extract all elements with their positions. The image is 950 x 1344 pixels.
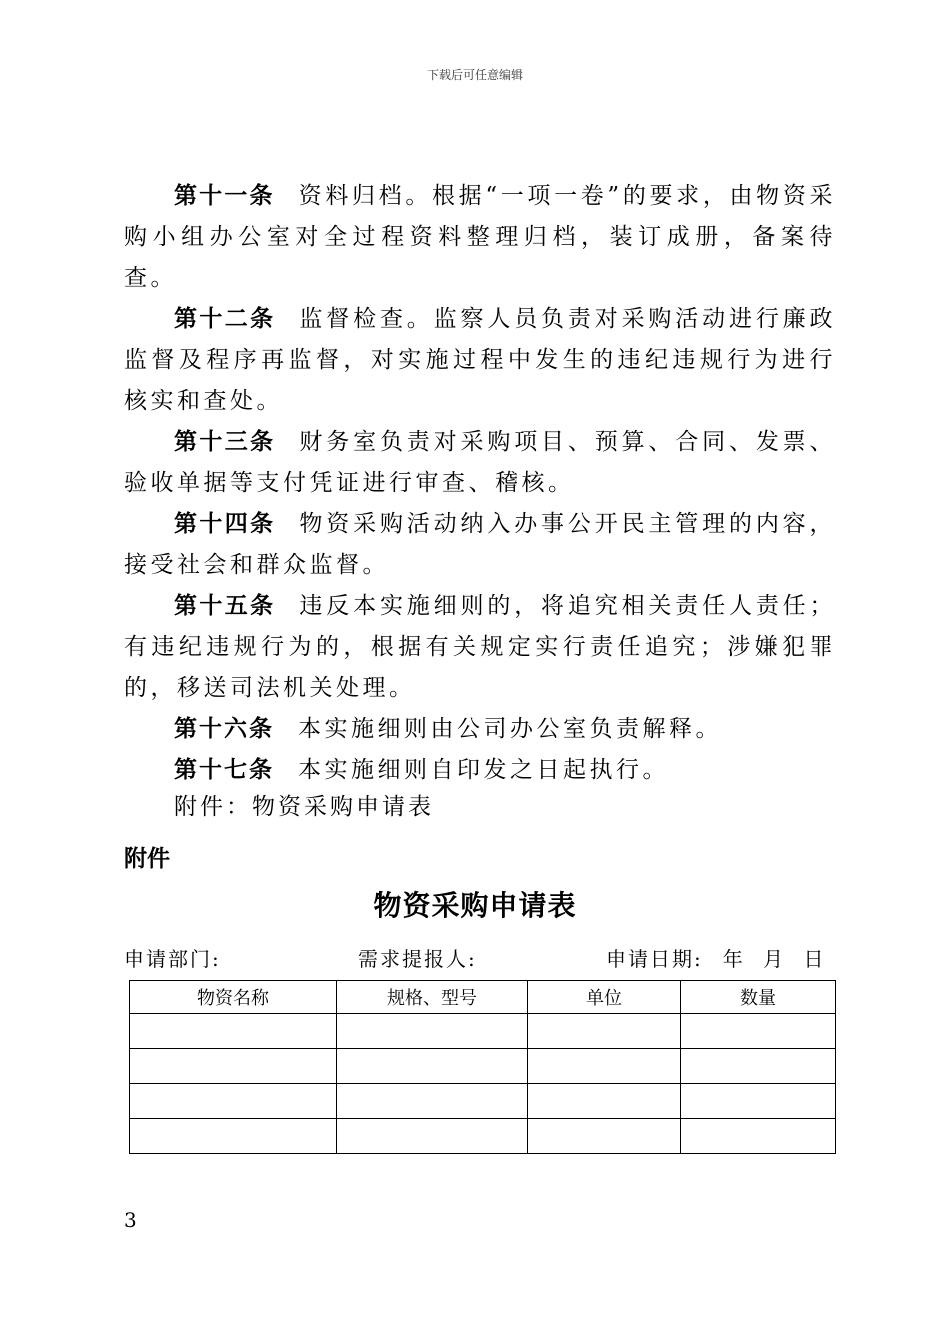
column-header-name: 物资名称 — [130, 981, 337, 1014]
article-number: 第十三条 — [174, 429, 276, 455]
column-header-unit: 单位 — [528, 981, 681, 1014]
department-label: 申请部门: — [124, 947, 221, 971]
article-text: 监督检查。监察人员负责对采购活动进行廉政监督及程序再监督，对实施过程中发生的违纪违规行为进行核实和查处。 — [124, 306, 837, 414]
table-cell[interactable] — [681, 1049, 836, 1084]
article-text: 资料归档。根据“一项一卷”的要求，由物资采购小组办公室对全过程资料整理归档，装订成册，备案待查。 — [124, 183, 836, 291]
attachment-heading: 附件 — [124, 846, 170, 872]
table-cell[interactable] — [528, 1049, 681, 1084]
article-number: 第十六条 — [174, 716, 274, 742]
article-text: 本实施细则由公司办公室负责解释。 — [298, 716, 722, 742]
header-note: 下载后可任意编辑 — [426, 68, 523, 82]
table-header-row — [130, 981, 836, 1014]
table-cell[interactable] — [681, 1014, 836, 1049]
article-15 — [124, 586, 836, 709]
article-number: 第十四条 — [174, 511, 276, 537]
table-row — [130, 1119, 836, 1154]
article-text: 本实施细则自印发之日起执行。 — [298, 757, 669, 783]
article-12 — [124, 299, 836, 422]
article-text: 财务室负责对采购项目、预算、合同、发票、验收单据等支付凭证进行审查、稽核。 — [124, 429, 837, 496]
purchase-request-table — [129, 980, 836, 1154]
article-number: 第十七条 — [174, 757, 274, 783]
table-cell[interactable] — [528, 1084, 681, 1119]
article-text: 违反本实施细则的，将追究相关责任人责任；有违纪违规行为的，根据有关规定实行责任追究；涉嫌犯罪的，移送司法机关处理。 — [124, 593, 837, 701]
table-cell[interactable] — [337, 1014, 528, 1049]
attachment-reference: 附件：物资采购申请表 — [174, 794, 434, 820]
table-cell[interactable] — [681, 1119, 836, 1154]
table-cell[interactable] — [528, 1119, 681, 1154]
date-label: 申请日期: — [606, 947, 703, 971]
article-number: 第十五条 — [174, 593, 276, 619]
date-units: 年 月 日 — [722, 947, 826, 971]
table-cell[interactable] — [337, 1084, 528, 1119]
table-row — [130, 1084, 836, 1119]
table-cell[interactable] — [130, 1119, 337, 1154]
table-row — [130, 1049, 836, 1084]
table-cell[interactable] — [681, 1084, 836, 1119]
article-text: 物资采购活动纳入办事公开民主管理的内容，接受社会和群众监督。 — [124, 511, 837, 578]
requester-label: 需求提报人: — [358, 947, 477, 971]
form-meta-row — [124, 943, 824, 973]
article-number: 第十一条 — [174, 183, 275, 209]
column-header-quantity: 数量 — [681, 981, 836, 1014]
table-cell[interactable] — [337, 1119, 528, 1154]
article-11 — [124, 176, 836, 299]
article-16 — [124, 709, 836, 750]
table-cell[interactable] — [130, 1084, 337, 1119]
page-number: 3 — [124, 1208, 137, 1232]
table-cell[interactable] — [130, 1049, 337, 1084]
table-row — [130, 1014, 836, 1049]
article-13 — [124, 422, 836, 504]
table-cell[interactable] — [130, 1014, 337, 1049]
article-number: 第十二条 — [174, 306, 276, 332]
column-header-spec: 规格、型号 — [337, 981, 528, 1014]
application-date — [606, 943, 825, 972]
table-cell[interactable] — [337, 1049, 528, 1084]
form-title: 物资采购申请表 — [373, 889, 577, 922]
table-cell[interactable] — [528, 1014, 681, 1049]
article-14 — [124, 504, 836, 586]
article-list — [124, 176, 836, 791]
article-17 — [124, 750, 836, 791]
